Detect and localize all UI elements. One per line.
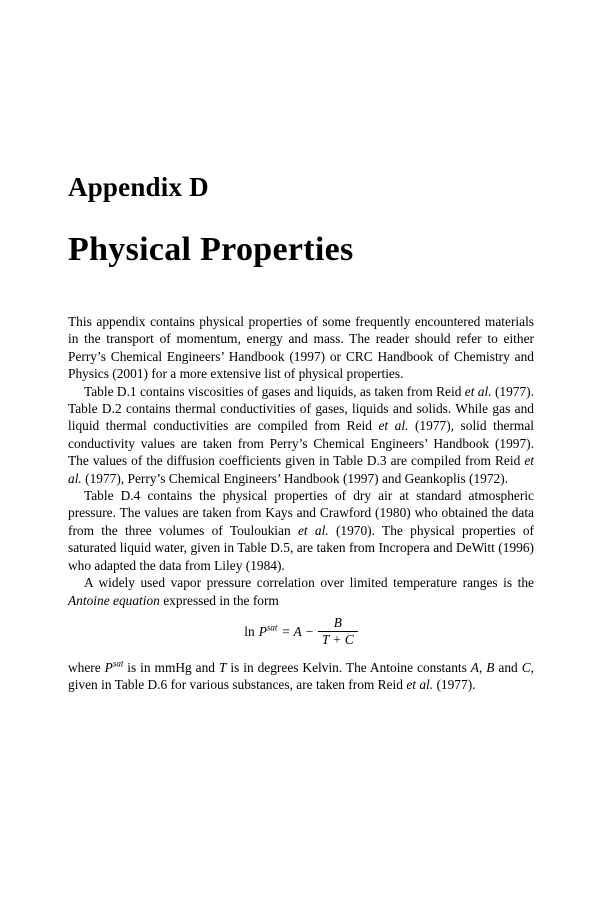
text-span: (1977), solid thermal conductivity values are taken from Perry’s Chemical Engineers’ Handbook (1997). The values of the diffusion coefficients given in Table D.3 are compiled from Reid [68,418,535,469]
antoine-equation-term: Antoine equation [68,592,160,608]
eq-pressure [259,623,278,640]
text-span: expressed in the form [159,592,279,608]
sym-b: B [486,659,495,675]
appendix-label: Appendix D [68,172,209,202]
body-text [68,313,534,694]
paragraph-where [68,659,534,694]
eq-denominator: T + C [318,631,358,648]
antoine-equation [68,615,534,653]
eq-equals-a-minus: = A − [281,623,314,639]
sym-t: T [218,659,227,675]
text-span: A widely used vapor pressure correlation over limited temperature ranges is the [84,575,534,591]
text-span: is in mmHg and [123,659,219,675]
et-al: et al. [378,418,409,434]
text-span: (1977), Perry’s Chemical Engineers’ Handbook (1997) and Geankoplis (1972). [81,470,509,486]
text-span: Table D.1 contains viscosities of gases and liquids, as taken from Reid [84,383,465,399]
paragraph-intro: This appendix contains physical properties of some frequently encountered materials in the transport of momentum, energy and mass. The reader should refer to either Perry’s Chemical Engineers’ Handbook (1997) or CRC Handbook of Chemistry and Physics (2001) for a more extensive list of physical properties. [68,314,534,382]
et-al: et al. [464,383,492,399]
paragraph-antoine [68,574,534,609]
eq-numerator: B [333,614,342,630]
text-span: , [478,659,487,675]
et-al: et al. [68,453,534,486]
text-span: (1970). The physical properties of saturated liquid water, given in Table D.5, are taken from Incropera and DeWitt (1996) who adapted the data from Liley (1984). [68,522,535,573]
sym-p: P [104,659,113,675]
sym-c: C [521,659,531,675]
eq-p: P [258,623,267,639]
text-span: is in degrees Kelvin. The Antoine constants [226,659,471,675]
text-span: (1977). [433,677,476,693]
paragraph-tables-d4-d5 [68,487,534,574]
eq-sat: sat [266,622,278,633]
et-al: et al. [297,522,329,538]
text-span: where [68,659,105,675]
text-span: , given in Table D.6 for various substances, are taken from Reid [68,659,534,693]
text-span: (1977). Table D.2 contains thermal conductivities of gases, liquids and solids. While gas and liquid thermal conductivities are compiled from Reid [68,383,534,434]
sym-sat: sat [112,658,124,669]
eq-fraction [318,615,358,648]
text-span: Table D.4 contains the physical properties of dry air at standard atmospheric pressure. The values are taken from Kays and Crawford (1980) who obtained the data from the three volumes of Touloukian [68,488,534,538]
et-al: et al. [406,677,434,693]
paragraph-tables-d1-d3 [68,383,534,487]
chapter-title: Physical Properties [68,231,354,268]
sym-a: A [470,659,479,675]
text-span: and [498,659,522,675]
eq-ln: ln [244,623,255,639]
